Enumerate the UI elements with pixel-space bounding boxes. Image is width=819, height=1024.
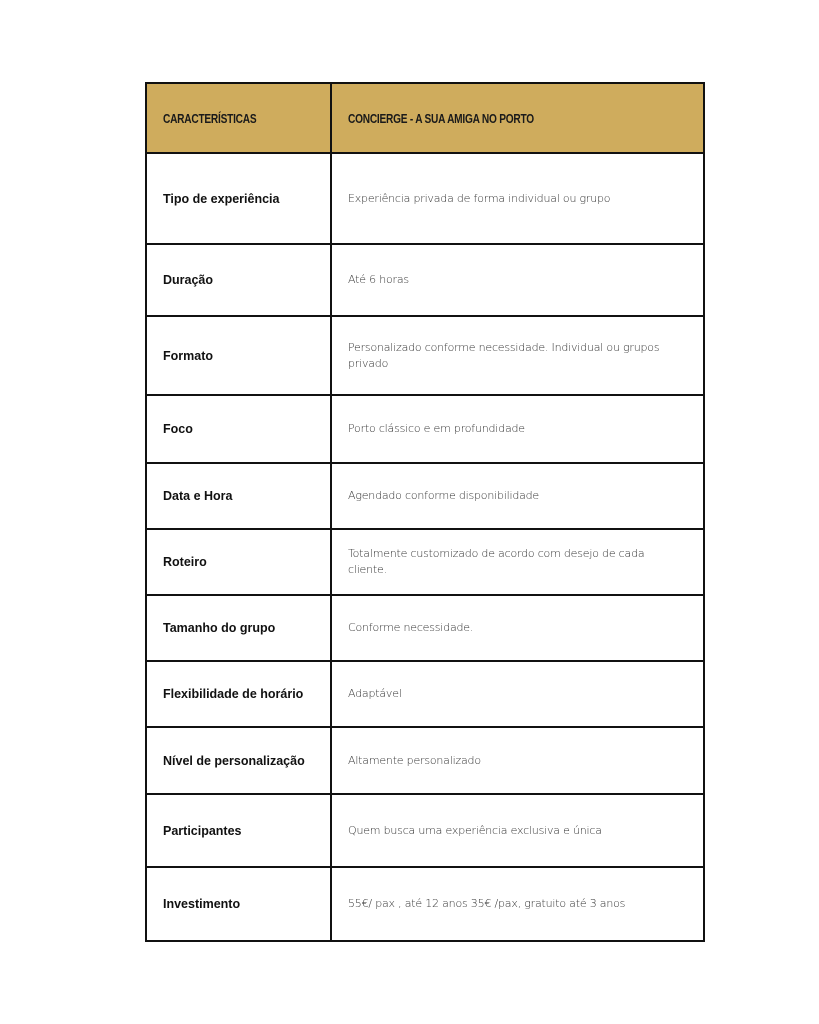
table-row <box>146 316 704 395</box>
row-key: Roteiro <box>146 529 331 595</box>
row-value: Conforme necessidade. <box>331 595 704 661</box>
row-value: Altamente personalizado <box>331 727 704 794</box>
row-value: 55€/ pax , até 12 anos 35€ /pax, gratuito até 3 anos <box>331 867 704 941</box>
row-value: Agendado conforme disponibilidade <box>331 463 704 529</box>
table-row <box>146 727 704 794</box>
table-row <box>146 395 704 463</box>
row-value: Porto clássico e em profundidade <box>331 395 704 463</box>
header-concierge <box>331 83 704 153</box>
row-key: Foco <box>146 395 331 463</box>
table-row <box>146 153 704 244</box>
table-row <box>146 244 704 316</box>
row-key: Investimento <box>146 867 331 941</box>
row-key: Formato <box>146 316 331 395</box>
header-characteristics <box>146 83 331 153</box>
row-key: Duração <box>146 244 331 316</box>
row-key: Data e Hora <box>146 463 331 529</box>
header-characteristics-label: CARACTERÍSTICAS <box>163 110 257 126</box>
table-header-row <box>146 83 704 153</box>
row-value: Totalmente customizado de acordo com desejo de cada cliente. <box>331 529 704 595</box>
table-row <box>146 794 704 867</box>
row-value: Quem busca uma experiência exclusiva e única <box>331 794 704 867</box>
row-key: Participantes <box>146 794 331 867</box>
row-key: Flexibilidade de horário <box>146 661 331 727</box>
table-row <box>146 595 704 661</box>
table-row <box>146 529 704 595</box>
table-row <box>146 661 704 727</box>
table-row <box>146 867 704 941</box>
row-value: Experiência privada de forma individual ou grupo <box>331 153 704 244</box>
row-value: Até 6 horas <box>331 244 704 316</box>
table-row <box>146 463 704 529</box>
comparison-table <box>145 82 705 942</box>
row-key: Tamanho do grupo <box>146 595 331 661</box>
row-key: Nível de personalização <box>146 727 331 794</box>
row-key: Tipo de experiência <box>146 153 331 244</box>
row-value: Personalizado conforme necessidade. Individual ou grupos privado <box>331 316 704 395</box>
row-value: Adaptável <box>331 661 704 727</box>
header-concierge-label: CONCIERGE - A SUA AMIGA NO PORTO <box>348 110 534 126</box>
